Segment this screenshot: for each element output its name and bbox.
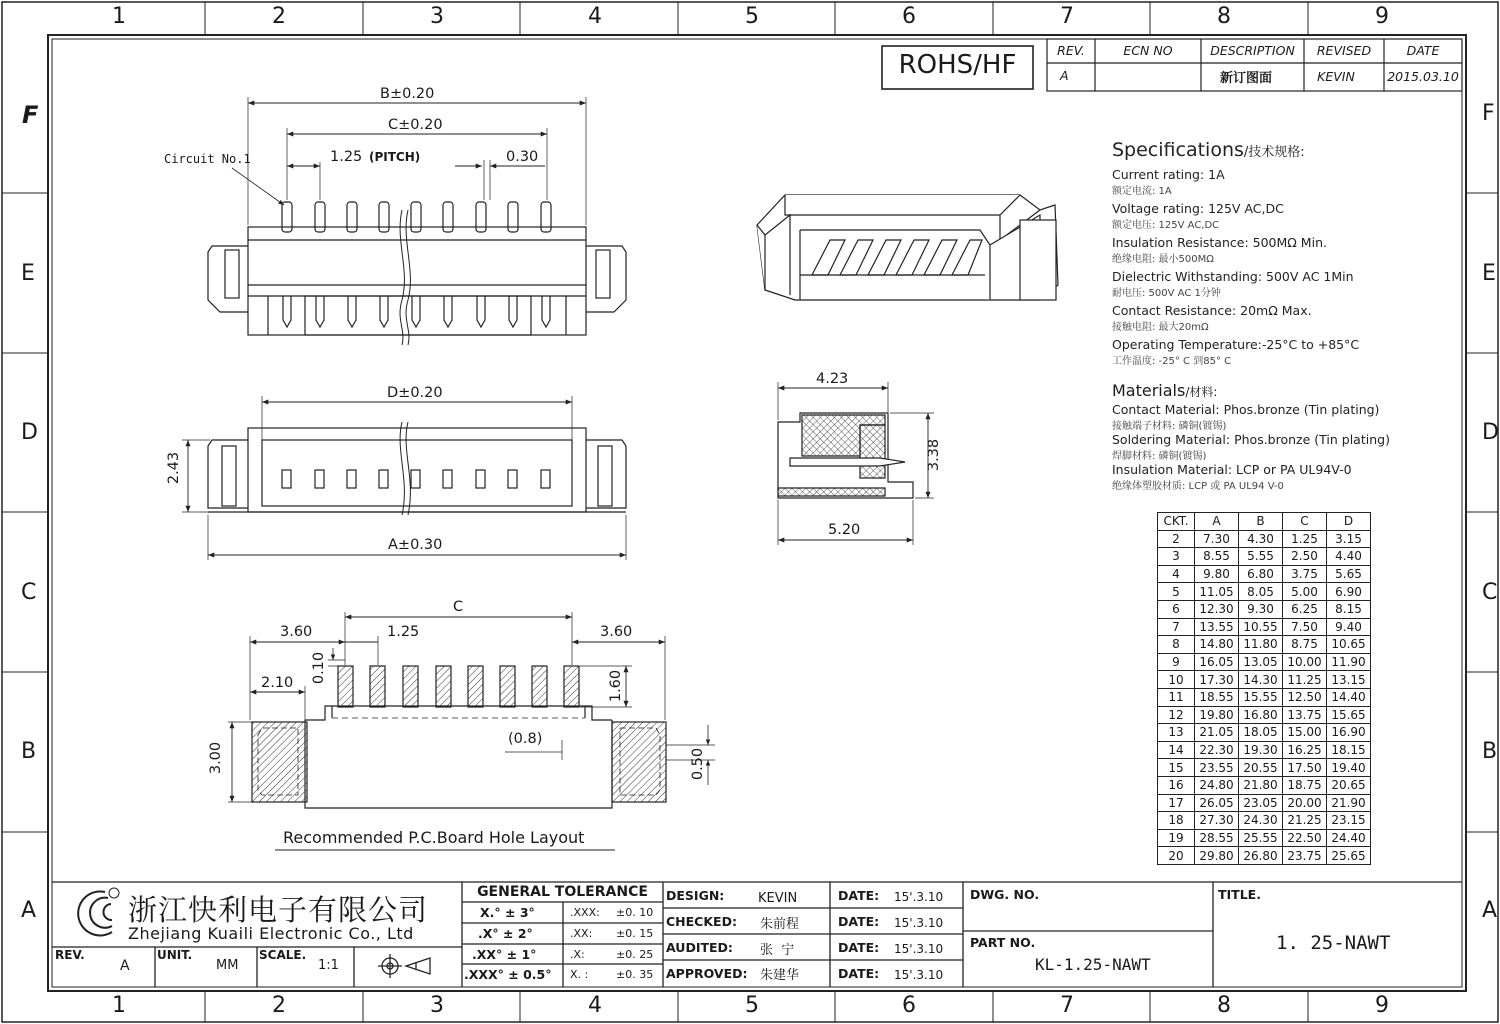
row-label-c-right: C (1482, 580, 1498, 605)
side-width-bottom-label: 5.20 (828, 522, 861, 538)
pcb-caption: Recommended P.C.Board Hole Layout (283, 828, 585, 847)
table-cell: 20.00 (1283, 794, 1327, 812)
col-label-4: 4 (588, 4, 602, 29)
table-row (1158, 583, 1371, 601)
table-cell: 18.05 (1239, 724, 1283, 742)
dim-c-label: C±0.20 (388, 117, 443, 133)
table-row (1158, 600, 1371, 618)
table-header-cell: C (1283, 513, 1327, 531)
table-cell: 10.65 (1327, 636, 1371, 654)
table-cell: 19 (1158, 829, 1195, 847)
pitch-note: (PITCH) (369, 150, 421, 164)
table-cell: 11.05 (1195, 583, 1239, 601)
tolerance-angle: .X° ± 2° (478, 926, 533, 941)
table-cell: 27.30 (1195, 812, 1239, 830)
approved-role: APPROVED: (666, 966, 748, 981)
table-cell: 4.40 (1327, 548, 1371, 566)
rohs-label: ROHS/HF (898, 50, 1017, 80)
title-label: TITLE. (1218, 887, 1261, 902)
date-label: DATE: (838, 966, 880, 981)
col-label-6: 6 (902, 4, 916, 29)
table-cell: 18.15 (1327, 741, 1371, 759)
table-cell: 7.30 (1195, 530, 1239, 548)
spec-item-cn: 工作温度: -25° C 到85° C (1112, 356, 1232, 367)
table-cell: 22.50 (1283, 829, 1327, 847)
spec-item-en: Operating Temperature:-25°C to +85°C (1112, 337, 1360, 352)
table-cell: 3 (1158, 548, 1195, 566)
table-cell: 8.05 (1239, 583, 1283, 601)
date-value: 15'.3.10 (894, 916, 944, 930)
table-cell: 25.55 (1239, 829, 1283, 847)
company-logo-icon (78, 888, 119, 935)
isometric-view (757, 195, 1058, 300)
table-cell: 21.90 (1327, 794, 1371, 812)
table-cell: 15.65 (1327, 706, 1371, 724)
table-cell: 12 (1158, 706, 1195, 724)
spec-item-cn: 额定电压: 125V AC,DC (1112, 220, 1220, 231)
design-name: KEVIN (758, 891, 798, 906)
table-cell: 20 (1158, 847, 1195, 865)
tolerance-linear-label: X. : (570, 968, 589, 981)
pcb-right-margin-label: 3.60 (600, 624, 633, 640)
col-label-5-bottom: 5 (745, 993, 759, 1018)
table-cell: 16.80 (1239, 706, 1283, 724)
rev-value: A (120, 958, 130, 974)
pitch-label: 1.25 (330, 149, 363, 165)
table-row (1158, 829, 1371, 847)
revised-header: REVISED (1316, 43, 1372, 58)
row-label-b: B (21, 739, 37, 764)
col-label-8-bottom: 8 (1217, 993, 1231, 1018)
col-label-7-bottom: 7 (1060, 993, 1074, 1018)
tolerance-linear-label: .XXX: (570, 906, 600, 919)
table-cell: 9.30 (1239, 600, 1283, 618)
table-cell: 26.05 (1195, 794, 1239, 812)
date-header: DATE (1406, 43, 1440, 58)
title-value: 1. 25-NAWT (1276, 932, 1391, 954)
material-item-en: Soldering Material: Phos.bronze (Tin plating) (1112, 432, 1390, 447)
table-row (1158, 776, 1371, 794)
col-label-6-bottom: 6 (902, 993, 916, 1018)
table-cell: 5 (1158, 583, 1195, 601)
table-cell: 13.15 (1327, 671, 1371, 689)
table-row (1158, 565, 1371, 583)
circuit-label: Circuit No.1 (164, 152, 251, 166)
table-cell: 24.30 (1239, 812, 1283, 830)
table-cell: 17.50 (1283, 759, 1327, 777)
tolerance-linear-value: ±0. 15 (616, 927, 654, 940)
tolerance-linear-value: ±0. 10 (616, 906, 654, 919)
table-cell: 10 (1158, 671, 1195, 689)
table-cell: 5.00 (1283, 583, 1327, 601)
design-role: DESIGN: (666, 888, 725, 903)
table-cell: 11.25 (1283, 671, 1327, 689)
table-row (1158, 530, 1371, 548)
table-cell: 6.25 (1283, 600, 1327, 618)
table-cell: 10.00 (1283, 653, 1327, 671)
col-label-1: 1 (112, 4, 126, 29)
table-cell: 6 (1158, 600, 1195, 618)
audited-name: 张 宁 (760, 943, 795, 958)
part-no-value: KL-1.25-NAWT (1035, 955, 1151, 974)
row-label-f: F (22, 101, 39, 129)
date-value: 15'.3.10 (894, 942, 944, 956)
date-value: 15'.3.10 (894, 968, 944, 982)
table-cell: 23.15 (1327, 812, 1371, 830)
table-cell: 16.25 (1283, 741, 1327, 759)
material-item-en: Contact Material: Phos.bronze (Tin plating) (1112, 402, 1380, 417)
material-item-cn: 绝缘体塑胶材质: LCP 或 PA UL94 V-0 (1112, 481, 1284, 492)
row-label-a: A (21, 898, 37, 923)
table-cell: 10.55 (1239, 618, 1283, 636)
rev-value: A (1060, 68, 1069, 83)
ecn-header: ECN NO (1123, 43, 1173, 58)
approved-name: 朱建华 (760, 968, 800, 983)
table-cell: 23.05 (1239, 794, 1283, 812)
table-cell: 13 (1158, 724, 1195, 742)
table-cell: 22.30 (1195, 741, 1239, 759)
pin-width-label: 0.30 (506, 149, 539, 165)
specifications-title-cn: /技术规格: (1243, 145, 1305, 160)
projection-symbol-icon (378, 954, 430, 978)
table-cell: 13.55 (1195, 618, 1239, 636)
table-row (1158, 636, 1371, 654)
table-cell: 11.80 (1239, 636, 1283, 654)
col-label-4-bottom: 4 (588, 993, 602, 1018)
spec-item-en: Current rating: 1A (1112, 167, 1225, 182)
dim-a-label: A±0.30 (388, 537, 443, 553)
table-cell: 16.90 (1327, 724, 1371, 742)
table-cell: 21.80 (1239, 776, 1283, 794)
pcb-pad-gap-label: 0.10 (311, 651, 328, 685)
table-cell: 19.40 (1327, 759, 1371, 777)
table-cell: 8 (1158, 636, 1195, 654)
spec-item-cn: 接触电阻: 最大20mΩ (1112, 322, 1209, 333)
tolerance-linear-value: ±0. 25 (616, 948, 654, 961)
table-header-row (1158, 513, 1371, 531)
table-cell: 9.40 (1327, 618, 1371, 636)
table-cell: 23.75 (1283, 847, 1327, 865)
col-label-3-bottom: 3 (430, 993, 444, 1018)
row-label-b-right: B (1482, 739, 1498, 764)
row-label-d-right: D (1482, 420, 1499, 445)
table-cell: 14.30 (1239, 671, 1283, 689)
table-cell: 29.80 (1195, 847, 1239, 865)
table-header-cell: CKT. (1158, 513, 1195, 531)
side-height-label: 3.38 (926, 438, 943, 472)
dim-d-label: D±0.20 (387, 385, 443, 401)
table-cell: 23.55 (1195, 759, 1239, 777)
spec-item-cn: 额定电流: 1A (1112, 186, 1172, 197)
material-item-en: Insulation Material: LCP or PA UL94V-0 (1112, 462, 1352, 477)
table-cell: 8.75 (1283, 636, 1327, 654)
ckt-table-body (1158, 530, 1371, 864)
checked-name: 朱前程 (760, 917, 800, 932)
pcb-pad-len-label: 1.60 (608, 669, 625, 703)
pcb-slot-label: (0.8) (508, 731, 543, 747)
table-row (1158, 706, 1371, 724)
table-row (1158, 724, 1371, 742)
table-row (1158, 548, 1371, 566)
table-cell: 19.80 (1195, 706, 1239, 724)
side-width-top-label: 4.23 (816, 371, 849, 387)
table-cell: 9 (1158, 653, 1195, 671)
date-label: DATE: (838, 940, 880, 955)
table-row (1158, 812, 1371, 830)
table-cell: 11.90 (1327, 653, 1371, 671)
table-cell: 4 (1158, 565, 1195, 583)
table-cell: 18.75 (1283, 776, 1327, 794)
table-row (1158, 671, 1371, 689)
col-label-8: 8 (1217, 4, 1231, 29)
table-cell: 24.40 (1327, 829, 1371, 847)
materials-title-cn: /材料: (1185, 385, 1218, 399)
table-cell: 2 (1158, 530, 1195, 548)
front-view (182, 396, 626, 560)
table-cell: 16.05 (1195, 653, 1239, 671)
front-height-label: 2.43 (166, 451, 183, 485)
table-row (1158, 741, 1371, 759)
tolerance-linear-value: ±0. 35 (616, 968, 654, 981)
table-row (1158, 759, 1371, 777)
table-cell: 2.50 (1283, 548, 1327, 566)
description-value: 新订图面 (1219, 71, 1272, 86)
table-cell: 17 (1158, 794, 1195, 812)
table-cell: 18 (1158, 812, 1195, 830)
tolerance-linear-label: .XX: (570, 927, 593, 940)
table-cell: 3.75 (1283, 565, 1327, 583)
part-no-label: PART NO. (970, 935, 1036, 950)
table-cell: 19.30 (1239, 741, 1283, 759)
material-item-cn: 接触端子材料: 磷铜(镀锡) (1112, 421, 1227, 432)
date-label: DATE: (838, 888, 880, 903)
pcb-layout-view (228, 612, 715, 850)
row-label-e-right: E (1482, 261, 1496, 286)
date-label: DATE: (838, 914, 880, 929)
spec-item-en: Dielectric Withstanding: 500V AC 1Min (1112, 269, 1354, 284)
top-view (208, 97, 626, 345)
table-row (1158, 794, 1371, 812)
table-row (1158, 688, 1371, 706)
spec-item-en: Insulation Resistance: 500MΩ Min. (1112, 235, 1327, 250)
material-item-cn: 焊脚材料: 磷铜(镀锡) (1112, 451, 1207, 462)
date-value: 2015.03.10 (1387, 69, 1459, 84)
table-cell: 21.25 (1283, 812, 1327, 830)
description-header: DESCRIPTION (1210, 43, 1295, 58)
audited-role: AUDITED: (666, 940, 733, 955)
table-header-cell: B (1239, 513, 1283, 531)
spec-item-cn: 绝缘电阻: 最小500MΩ (1112, 254, 1214, 265)
table-cell: 14.40 (1327, 688, 1371, 706)
table-cell: 13.75 (1283, 706, 1327, 724)
row-label-a-right: A (1482, 898, 1498, 923)
spec-item-cn: 耐电压: 500V AC 1分钟 (1112, 288, 1221, 299)
table-cell: 25.65 (1327, 847, 1371, 865)
table-cell: 26.80 (1239, 847, 1283, 865)
materials-title: Materials (1112, 381, 1186, 400)
unit-label: UNIT. (157, 948, 193, 962)
table-cell: 12.50 (1283, 688, 1327, 706)
table-cell: 13.05 (1239, 653, 1283, 671)
scale-label: SCALE. (259, 948, 307, 962)
col-label-5: 5 (745, 4, 759, 29)
dwg-no-label: DWG. NO. (970, 887, 1040, 902)
table-cell: 11 (1158, 688, 1195, 706)
table-cell: 21.05 (1195, 724, 1239, 742)
col-label-3: 3 (430, 4, 444, 29)
row-label-c: C (21, 580, 37, 605)
table-cell: 14.80 (1195, 636, 1239, 654)
tolerance-linear-label: .X: (570, 948, 585, 961)
col-label-2: 2 (272, 4, 286, 29)
table-cell: 5.55 (1239, 548, 1283, 566)
spec-item-en: Contact Resistance: 20mΩ Max. (1112, 303, 1312, 318)
table-cell: 24.80 (1195, 776, 1239, 794)
table-cell: 17.30 (1195, 671, 1239, 689)
col-label-7: 7 (1060, 4, 1074, 29)
table-cell: 1.25 (1283, 530, 1327, 548)
pcb-c-label: C (453, 599, 464, 615)
pcb-pitch-label: 1.25 (387, 624, 420, 640)
side-view (778, 382, 934, 545)
table-cell: 15 (1158, 759, 1195, 777)
table-cell: 14 (1158, 741, 1195, 759)
pcb-pad-offset-label: 2.10 (261, 675, 294, 691)
table-cell: 16 (1158, 776, 1195, 794)
specifications-title: Specifications (1112, 139, 1244, 161)
col-label-9-bottom: 9 (1375, 993, 1389, 1018)
date-value: 15'.3.10 (894, 890, 944, 904)
checked-role: CHECKED: (666, 914, 737, 929)
table-cell: 20.55 (1239, 759, 1283, 777)
table-cell: 8.55 (1195, 548, 1239, 566)
table-cell: 3.15 (1327, 530, 1371, 548)
rev-label: REV. (55, 948, 85, 962)
table-cell: 15.00 (1283, 724, 1327, 742)
table-row (1158, 653, 1371, 671)
table-cell: 28.55 (1195, 829, 1239, 847)
tolerance-angle: .XX° ± 1° (472, 947, 537, 962)
scale-value: 1:1 (318, 958, 339, 973)
row-label-f-right: F (1482, 101, 1495, 126)
table-cell: 5.65 (1327, 565, 1371, 583)
col-label-2-bottom: 2 (272, 993, 286, 1018)
row-label-d: D (21, 420, 38, 445)
tolerance-angle: X.° ± 3° (480, 905, 535, 920)
pcb-left-margin-label: 3.60 (280, 624, 313, 640)
spec-item-en: Voltage rating: 125V AC,DC (1112, 201, 1284, 216)
tolerance-title: GENERAL TOLERANCE (477, 884, 648, 900)
ckt-dimension-table (1157, 512, 1371, 865)
col-label-9: 9 (1375, 4, 1389, 29)
revised-value: KEVIN (1317, 69, 1355, 84)
company-name-en: Zhejiang Kuaili Electronic Co., Ltd (128, 924, 414, 943)
col-label-1-bottom: 1 (112, 993, 126, 1018)
table-cell: 15.55 (1239, 688, 1283, 706)
pcb-tab-height-label: 3.00 (208, 741, 225, 775)
table-header-cell: D (1327, 513, 1371, 531)
table-header-cell: A (1195, 513, 1239, 531)
table-cell: 6.90 (1327, 583, 1371, 601)
specifications-panel (1112, 139, 1442, 492)
table-cell: 20.65 (1327, 776, 1371, 794)
dim-b-label: B±0.20 (380, 86, 435, 102)
table-cell: 7 (1158, 618, 1195, 636)
table-cell: 4.30 (1239, 530, 1283, 548)
unit-value: MM (216, 958, 239, 973)
pcb-tab-gap-label: 0.50 (690, 747, 707, 781)
table-cell: 7.50 (1283, 618, 1327, 636)
table-cell: 12.30 (1195, 600, 1239, 618)
table-cell: 8.15 (1327, 600, 1371, 618)
table-cell: 9.80 (1195, 565, 1239, 583)
rev-header: REV. (1057, 43, 1085, 58)
table-row (1158, 618, 1371, 636)
table-cell: 6.80 (1239, 565, 1283, 583)
table-row (1158, 847, 1371, 865)
table-cell: 18.55 (1195, 688, 1239, 706)
company-name-cn: 浙江快利电子有限公司 (128, 893, 429, 927)
row-label-e: E (21, 261, 35, 286)
tolerance-angle: .XXX° ± 0.5° (464, 967, 552, 982)
